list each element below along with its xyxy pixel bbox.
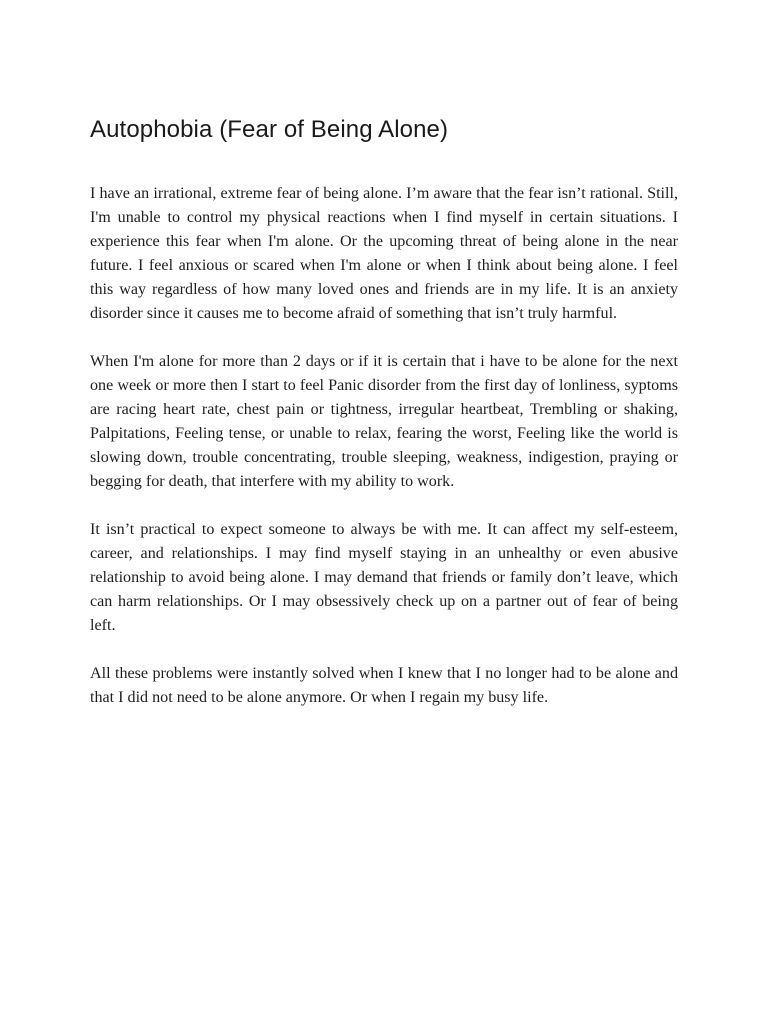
paragraph-intro: I have an irrational, extreme fear of being alone. I’m aware that the fear isn’t rational. Still, I'm unable to control my physical reactions when I find myself in certain situations. I experience this fear when I'm alone. Or the upcoming threat of being alone in the near future. I feel anxious or scared when I'm alone or when I think about being alone. I feel this way regardless of how many loved ones and friends are in my life. It is an anxiety disorder since it causes me to become afraid of something that isn’t truly harmful. — [90, 184, 678, 322]
paragraph-symptoms: When I'm alone for more than 2 days or if it is certain that i have to be alone for the next one week or more then I start to feel Panic disorder from the first day of lonliness, syptoms are racing heart rate, chest pain or tightness, irregular heartbeat, Trembling or shaking, Palpitations, Feeling tense, or unable to relax, fearing the worst, Feeling like the world is slowing down, trouble concentrating, trouble sleeping, weakness, indigestion, praying or begging for death, that interfere with my ability to work. — [90, 352, 678, 490]
document-title: Autophobia (Fear of Being Alone) — [90, 116, 449, 143]
paragraph-resolution: All these problems were instantly solved when I knew that I no longer had to be alone and that I did not need to be alone anymore. Or when I regain my busy life. — [90, 664, 678, 706]
paragraph-effects: It isn’t practical to expect someone to always be with me. It can affect my self-esteem, career, and relationships. I may find myself staying in an unhealthy or even abusive relationship to avoid being alone. I may demand that friends or family don’t leave, which can harm relationships. Or I may obsessively check up on a partner out of fear of being left. — [90, 520, 678, 634]
